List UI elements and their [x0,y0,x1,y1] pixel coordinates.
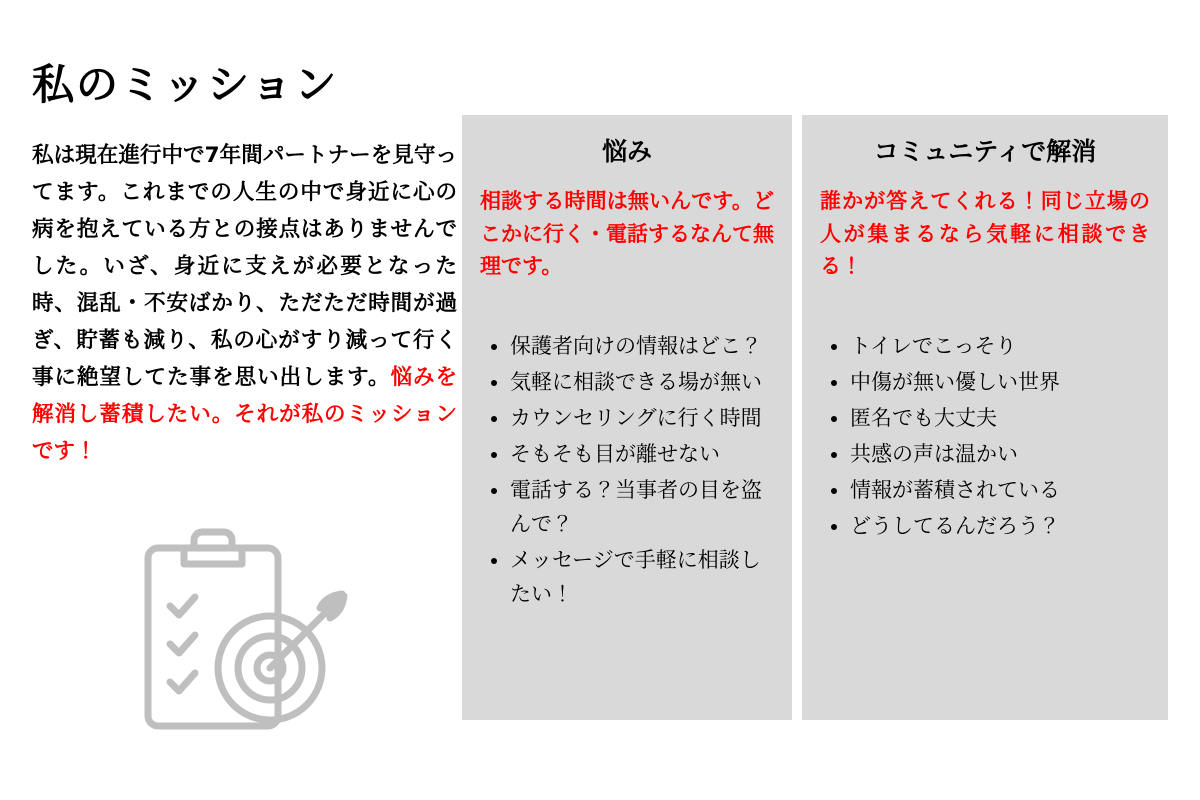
panel-troubles [462,115,792,720]
panel-community-heading: コミュニティで解消 [873,137,1097,166]
panel-troubles-heading: 悩み [601,137,652,166]
mission-text-main: 私は現在進行中で7年間パートナーを見守ってます。これまでの人生の中で身近に心の病を抱えている方との接点はありませんでした。いざ、身近に支えが必要となった時、混乱・不安ばかり、ただただ時間が過ぎ、貯蓄も減り、私の心がすり減って行く事に絶望してた事を思い出します。 [32,143,457,391]
list-item: • カウンセリングに行く時間 [510,401,774,435]
mission-text-accent: 悩みを解消し蓄積したい。それが私のミッションです！ [32,365,457,465]
mission-column [32,60,457,471]
list-item: • 匿名でも大丈夫 [850,401,1150,435]
list-item: • 情報が蓄積されている [850,473,1150,507]
list-item: • 電話する？当事者の目を盗んで？ [510,473,774,541]
list-item: • 共感の声は温かい [850,437,1150,471]
panel-troubles-lead: 相談する時間は無いんです。どこかに行く・電話するなんて無理です。 [480,189,774,279]
list-item: • 中傷が無い優しい世界 [850,365,1150,399]
list-item: • 保護者向けの情報はどこ？ [510,329,774,363]
list-item: • トイレでこっそり [850,329,1150,363]
list-item: • 気軽に相談できる場が無い [510,365,774,399]
page-title: 私のミッション [32,60,339,109]
panel-community [802,115,1168,720]
list-item: • そもそも目が離せない [510,437,774,471]
clipboard-target-icon [128,520,348,750]
panel-community-lead: 誰かが答えてくれる！同じ立場の人が集まるなら気軽に相談できる！ [820,189,1150,279]
list-item: • どうしてるんだろう？ [850,509,1150,543]
panel-troubles-list [480,329,774,611]
list-item: • メッセージで手軽に相談したい！ [510,543,774,611]
mission-paragraph [32,138,457,471]
panel-community-list [820,329,1150,543]
